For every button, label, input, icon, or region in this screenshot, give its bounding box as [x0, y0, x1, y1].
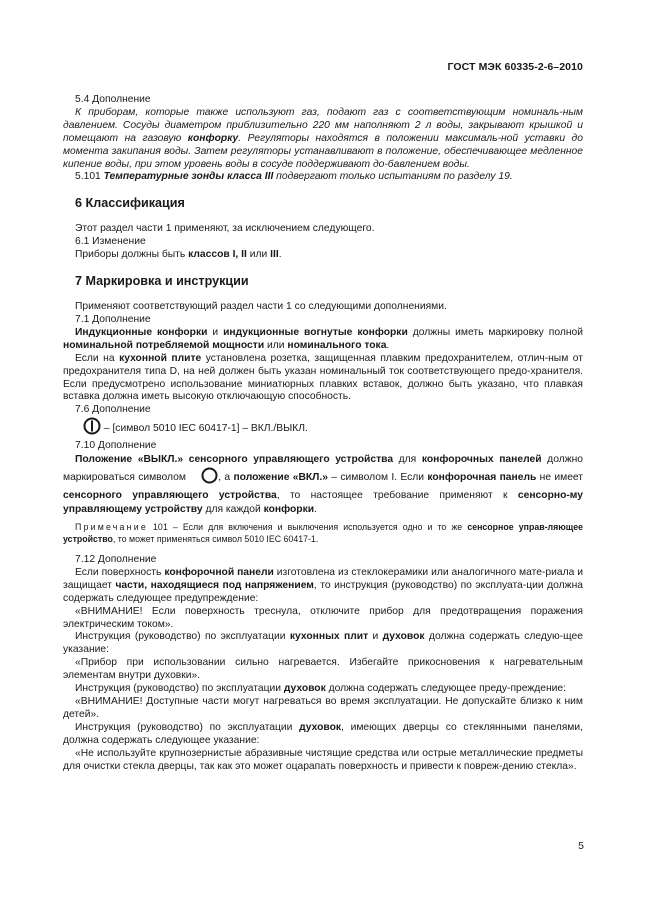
- section-6-heading: 6 Классификация: [75, 196, 185, 211]
- clause-5-101: 5.101 Температурные зонды класса III подвергают только испытаниям по разделу 19.: [75, 171, 513, 183]
- clause-7-6-title: 7.6 Дополнение: [75, 404, 151, 416]
- clause-7-10-title: 7.10 Дополнение: [75, 440, 157, 452]
- section-6-intro: Этот раздел части 1 применяют, за исключением следующего.: [75, 223, 375, 235]
- clause-7-1-fuse-text: Если на кухонной плите установлена розетка, защищенная плавким предохранителем, отлич-ным от предохранителя типа D, на ней должен быть указан номинальный ток соответствующего предо-хранителя. Если предусмотрено использование миниатюрных плавких вставок, должно быть указано, что плавкая вставка должна иметь высокую отключающую способность.: [63, 352, 584, 403]
- clause-7-1-title: 7.1 Дополнение: [75, 313, 151, 325]
- clause-7-1-text: Индукционные конфорки и индукционные вогнутые конфорки должны иметь маркировку полной номинальной потребляемой мощности или номинального тока.: [63, 326, 584, 351]
- clause-5-4-title: 5.4 Дополнение: [75, 94, 151, 105]
- section-7-intro: Применяют соответствующий раздел части 1 со следующими дополнениями.: [75, 301, 447, 313]
- clause-6-1-title: 6.1 Изменение: [75, 236, 146, 248]
- clause-7-12-title: 7.12 Дополнение: [75, 554, 157, 566]
- clause-5-4-text: К приборам, которые также используют газ, подают газ с соответствующим номиналь-ным давлением. Сосуды диаметром приблизительно 220 мм наполняют 2 л воды, закрывают крышкой и помещают на газовую конфорку. Регуляторы находятся в положении максималь-ной уставки до момента закипания воды. Затем регуляторы устанавливают в положение, обеспечивающее медленное кипение воды, при этом уровень воды в сосуде поддерживают до-бавлением воды.: [63, 106, 583, 170]
- warning-quote-cracked: «ВНИМАНИЕ! Если поверхность треснула, отключите прибор для предотвращения поражения электрическим током».: [63, 605, 583, 630]
- clause-6-1-text: Приборы должны быть классов I, II или III.: [75, 249, 282, 261]
- clause-7-12-text: Если поверхность конфорочной панели изготовлена из стеклокерамики или аналогичного мате-риала и защищает части, находящиеся под напряжением, то инструкция (руководство) по эксплуата-ции должна содержать следующее предупреждение:: [63, 566, 583, 604]
- page-number: 5: [578, 840, 584, 852]
- clause-7-10-text: Положение «ВЫКЛ.» сенсорного управляющего устройства для конфорочных панелей должно маркироваться символом , а положение «ВКЛ.» – символом I. Если конфорочная панель не имеет сенсорного управляющего устройства, то настоящее требование применяют к сенсорно-му управляющему устройству для каждой конфорки.: [63, 454, 584, 516]
- standard-header: ГОСТ МЭК 60335-2-6–2010: [447, 61, 583, 73]
- warning-quote-children: «ВНИМАНИЕ! Доступные части могут нагреваться во время эксплуатации. Не допускайте близко к ним детей».: [63, 696, 583, 720]
- warning-quote-hot: «Прибор при использовании сильно нагревается. Избегайте прикосновения к нагревательным элементам внутри духовки».: [63, 657, 583, 682]
- standby-circle-icon: [189, 467, 218, 489]
- note-101: Примечание 101 – Если для включения и выключения используется одно и то же сенсорное управ-ляющее устройство, то может применяться символ 5010 IEC 60417-1.: [63, 522, 583, 544]
- on-off-symbol-icon: [73, 417, 101, 440]
- instruction-stoves-ovens: Инструкция (руководство) по эксплуатации кухонных плит и духовок должна содержать следую-щее указание:: [63, 631, 583, 656]
- document-body: [63, 94, 583, 773]
- instruction-oven-doors: Инструкция (руководство) по эксплуатации духовок, имеющих дверцы со стеклянными панелями, должна содержать следующее указание:: [63, 721, 583, 746]
- warning-quote-glass: «Не используйте крупнозернистые абразивные чистящие средства или острые металлические предметы для очистки стекла дверцы, так как это может оцарапать поверхность и привести к повреж-дению стекла».: [63, 747, 583, 772]
- instruction-ovens: Инструкция (руководство) по эксплуатации духовок должна содержать следующее преду-преждение:: [75, 683, 567, 695]
- clause-7-6-text: – [символ 5010 IEC 60417-1] – ВКЛ./ВЫКЛ.: [63, 417, 583, 440]
- section-7-heading: 7 Маркировка и инструкции: [75, 274, 249, 289]
